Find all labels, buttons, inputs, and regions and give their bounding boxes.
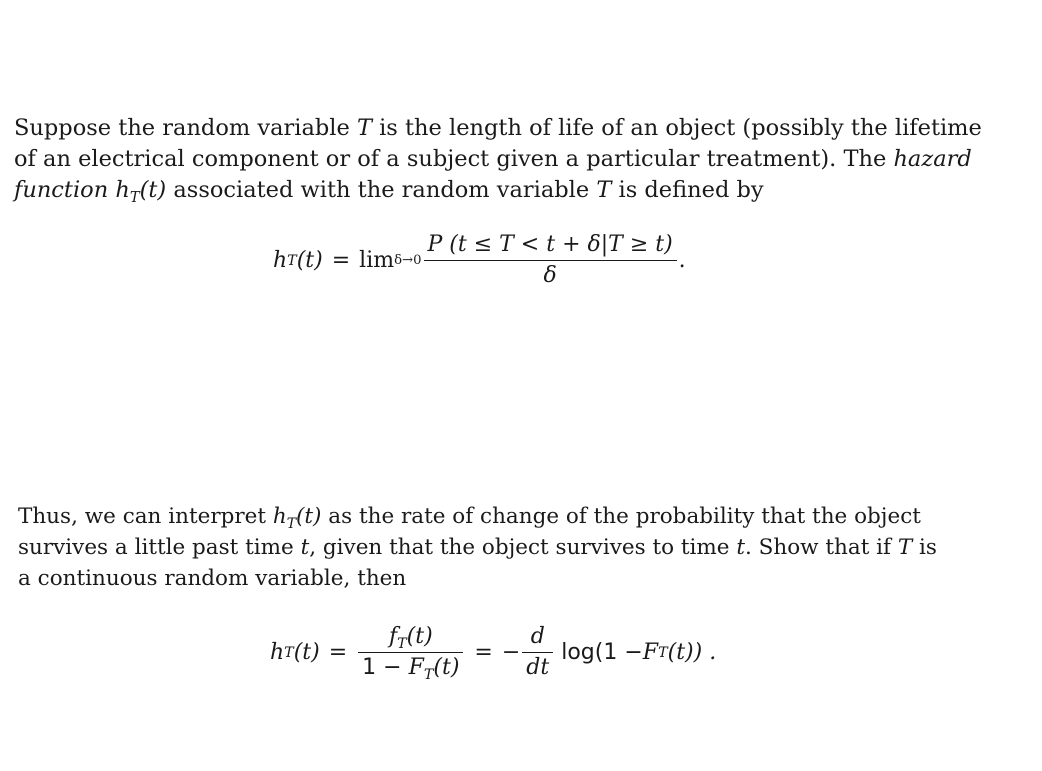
fraction-numerator: P (t ≤ T < t + δ|T ≥ t) (427, 232, 673, 257)
limit-operator: lim (359, 248, 395, 273)
equals-sign: = (328, 640, 348, 665)
hazard-result-equation: h T (t) = $\frac{f_T(t)}{1 - F_T(t)}$ = − $\frac{d}{dt}$ log (1 − F T (t)) . (270, 624, 717, 683)
argument-t: (t) (296, 248, 323, 273)
paragraph-line (14, 144, 1014, 175)
paragraph-line (14, 175, 1014, 206)
text-run: of an electrical component or of a subject given a particular treatment). The (14, 146, 894, 172)
text-run: is (912, 535, 937, 560)
variable-h: h (273, 248, 288, 273)
variable-h: h (272, 504, 287, 529)
subscript-T: T (129, 189, 140, 207)
paragraph-line (14, 113, 1014, 144)
argument-t: (t) (296, 504, 322, 529)
hazard-definition-equation: h T (t) = lim δ→0 $\frac{P (t \le T < t + \delta|T \ge t)}{\delta}$ . (273, 232, 686, 288)
text-run: , given that the object survives to time (309, 535, 737, 560)
variable-T: T (897, 535, 913, 560)
equals-sign: = (331, 248, 351, 273)
text-run: a continuous random variable, then (18, 566, 407, 591)
fraction-denominator (358, 653, 463, 681)
derivative-denominator: dt (526, 655, 550, 680)
variable-T: T (596, 177, 612, 203)
density-fraction (358, 624, 463, 681)
variable-t: t (300, 535, 310, 560)
equals-sign: = (474, 640, 493, 665)
text-run: . Show that if (744, 535, 898, 560)
variable-F: F (642, 640, 659, 665)
hazard-fraction (424, 232, 677, 289)
variable-t: t (736, 535, 745, 560)
subscript-T: T (286, 515, 297, 532)
argument-t: (t) (139, 177, 167, 203)
text-run: as the rate of change of the probability that the object (321, 504, 921, 529)
text-run: Suppose the random variable (14, 115, 357, 141)
log-open: (1 − (594, 640, 643, 665)
argument-t: (t) (406, 624, 433, 649)
text-run: is the length of life of an object (possibly the lifetime (371, 115, 982, 141)
fraction-denominator: δ (543, 263, 557, 288)
variable-h: h (270, 640, 285, 665)
text-run: Thus, we can interpret (18, 504, 273, 529)
paragraph-line (18, 563, 1018, 594)
text-run: survives a little past time (18, 535, 301, 560)
argument-t: (t) (433, 655, 460, 680)
one-minus: 1 − (362, 655, 409, 680)
derivative-numerator: d (530, 624, 545, 649)
emphasized-term: hazard (893, 146, 972, 172)
text-run: is defined by (611, 177, 764, 203)
variable-h: h (115, 177, 130, 203)
subscript-T: T (397, 636, 407, 652)
paragraph-line (18, 501, 1018, 532)
variable-F: F (408, 655, 424, 680)
paragraph-interpretation (18, 501, 1018, 594)
variable-T: T (356, 115, 372, 141)
variable-f: f (388, 624, 398, 649)
subscript-T: T (423, 667, 434, 683)
limit-subscript: δ→0 (394, 253, 422, 268)
text-run: associated with the random variable (166, 177, 597, 203)
log-close: (t)) . (667, 640, 717, 665)
emphasized-term: function (14, 177, 109, 203)
paragraph-hazard-definition (14, 113, 1014, 206)
argument-t: (t) (293, 640, 320, 665)
derivative-fraction (522, 624, 553, 681)
period: . (678, 248, 686, 273)
log-operator: log (561, 640, 595, 665)
minus-sign: − (501, 640, 521, 665)
fraction-numerator (385, 624, 437, 652)
paragraph-line (18, 532, 1018, 563)
